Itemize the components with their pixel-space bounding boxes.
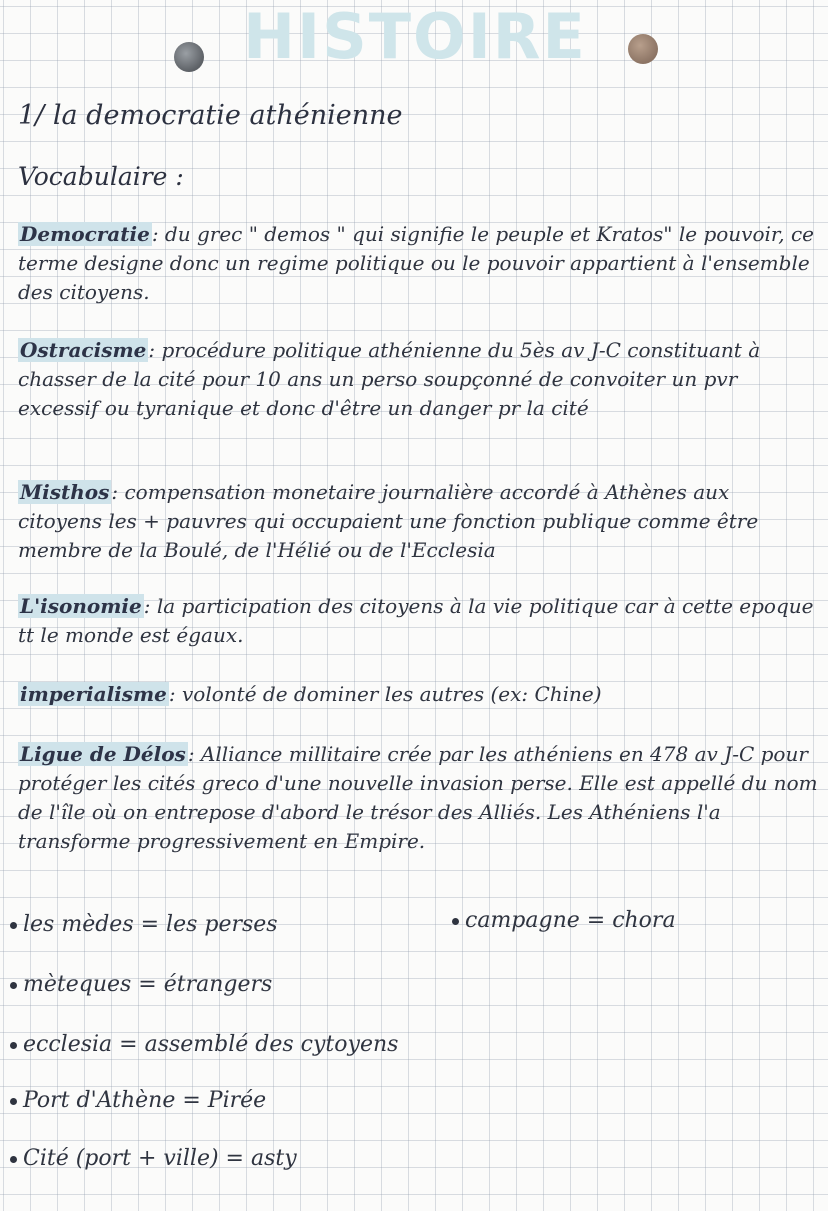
section-title: 1/ la democratie athénienne [18, 100, 403, 131]
definition-misthos [18, 478, 818, 565]
definition-text: : Alliance millitaire crée par les athéniens en 478 av J-C pour protéger les cités greco d'une nouvelle invasion perse. Elle est appellé du nom de l'île où on entrepose d'abord le trésor des Alliés. Les Athéniens l'a transforme progressivement en Empire. [18, 742, 818, 853]
equivalence-text: Port d'Athène = Pirée [23, 1088, 267, 1113]
bullet-icon [10, 982, 17, 989]
definition-imperialisme [18, 680, 818, 709]
term-democratie: Democratie [20, 222, 150, 246]
definition-isonomie [18, 592, 818, 650]
definition-ostracisme [18, 336, 818, 423]
term-misthos: Misthos [20, 480, 110, 504]
equivalence-item [10, 972, 272, 997]
term-isonomie: L'isonomie [20, 594, 142, 618]
equivalence-item [10, 912, 278, 937]
equivalence-item [10, 1032, 398, 1057]
definition-text: : compensation monetaire journalière accordé à Athènes aux citoyens les + pauvres qui occupaient une fonction publique comme être membre de la Boulé, de l'Hélié ou de l'Ecclesia [18, 480, 759, 562]
equivalence-text: ecclesia = assemblé des cytoyens [23, 1032, 399, 1057]
punch-hole-right [628, 34, 658, 64]
equivalence-text: campagne = chora [465, 908, 676, 933]
bullet-icon [10, 1098, 17, 1105]
term-imperialisme: imperialisme [20, 682, 167, 706]
definition-democratie [18, 220, 818, 307]
punch-hole-left [174, 42, 204, 72]
equivalence-text: mèteques = étrangers [23, 972, 273, 997]
bullet-icon [452, 918, 459, 925]
equivalence-text: les mèdes = les perses [23, 912, 278, 937]
equivalence-text: Cité (port + ville) = asty [23, 1146, 297, 1171]
definition-text: : volonté de dominer les autres (ex: Chine) [168, 682, 602, 706]
term-ligue-de-delos: Ligue de Délos [20, 742, 186, 766]
definition-text: : du grec " demos " qui signifie le peuple et Kratos" le pouvoir, ce terme designe donc un regime politique ou le pouvoir appartient à l'ensemble des citoyens. [18, 222, 815, 304]
definition-text: : la participation des citoyens à la vie politique car à cette epoque tt le monde est égaux. [18, 594, 814, 647]
bullet-icon [10, 1156, 17, 1163]
equivalence-item [10, 1146, 297, 1171]
bullet-icon [10, 922, 17, 929]
vocabulary-label: Vocabulaire : [18, 162, 184, 191]
equivalence-item [452, 908, 676, 933]
definition-ligue-de-delos [18, 740, 818, 856]
bullet-icon [10, 1042, 17, 1049]
page-title: HISTOIRE [243, 0, 587, 73]
definition-text: : procédure politique athénienne du 5ès av J-C constituant à chasser de la cité pour 10 ans un perso soupçonné de convoiter un pvr excessif ou tyranique et donc d'être un danger pr la cité [18, 338, 761, 420]
term-ostracisme: Ostracisme [20, 338, 147, 362]
page-header [0, 0, 828, 90]
equivalence-item [10, 1088, 266, 1113]
